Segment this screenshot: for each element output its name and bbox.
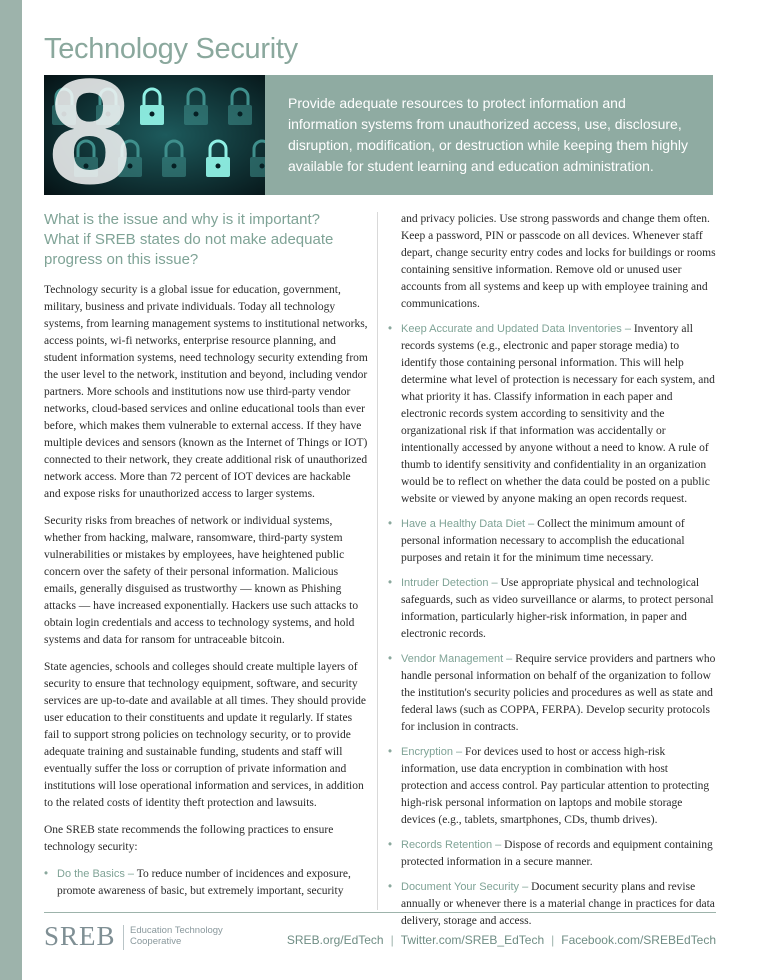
practice-text: For devices used to host or access high-risk information, use data encryption in combination with host protection and access control. Pay particular attention to protecting high-risk personal information on laptops and mobile storage devices (e.g., tablets, smartphones, CDs, thumb drives). [401, 746, 710, 826]
practice-lead: Encryption – [401, 746, 463, 758]
practice-lead: Records Retention – [401, 839, 502, 851]
padlock-keyhole [216, 164, 221, 169]
paragraph: One SREB state recommends the following practices to ensure technology security: [44, 824, 334, 853]
practice-text: Inventory all records systems (e.g., electronic and paper storage media) to identify those containing personal information. This will help determine what level of protection is necessary for each system, and what priority it has. Classify information in each paper and electronic records system according to sensitivity and the organizational risk if that information was accidentally or intentionally accessed by anyone without a need to know. A rule of thumb to identify sensitivity and confidentiality in an organization would be to reflect on whether the data could be posted on a public website or viewed by anyone making an open records request. [401, 323, 715, 505]
bullet-icon: • [388, 323, 393, 335]
padlock-keyhole [238, 112, 243, 117]
logo-divider [123, 925, 124, 950]
padlock-keyhole [260, 164, 265, 169]
bullet-icon: • [388, 653, 393, 665]
footer-links [287, 933, 716, 947]
padlock-photo [44, 75, 265, 195]
paragraph: State agencies, schools and colleges should create multiple layers of security to ensure that technology equipment, software, and security services are up-to-date and available at all times. They should provide user education to their constituents and update it regularly. If states fail to support strong policies on technology security, or to provide adequate training and sustainable funding, students and staff will eventually suffer the loss or corruption of private information and institutions will lose operational information and services, in addition to the related costs of identity theft protection and lawsuits. [44, 661, 366, 809]
footer-rule [44, 912, 716, 913]
padlock-grid-image [44, 75, 265, 195]
practice-list [44, 866, 369, 900]
practice-text: Document security plans and revise annually or whenever there is a material change in practices for data delivery, storage and access. [401, 881, 715, 927]
practice-lead: Do the Basics – [57, 868, 135, 880]
practice-lead: Intruder Detection – [401, 577, 498, 589]
logo-subtitle-line2: Cooperative [130, 936, 182, 947]
footer-separator: | [390, 933, 394, 947]
bullet-icon: • [44, 868, 49, 880]
bullet-icon: • [388, 839, 393, 851]
practice-text: To reduce number of incidences and exposure, promote awareness of basic, but extremely important, security [57, 868, 351, 897]
logo-subtitle [130, 925, 223, 947]
section-number: 8 [48, 75, 132, 195]
practice-list [388, 321, 716, 930]
practice-text: Use appropriate physical and technological safeguards, such as video surveillance or alarms, to protect personal information, particularly higher-risk information, in paper and electronic records. [401, 577, 714, 640]
issue-heading [44, 210, 369, 270]
practice-text: Require service providers and partners who handle personal information on behalf of the organization to follow the institution's security policies and procedures as well as state and federal laws (such as COPPA, FERPA). Develop security protocols for inclusion in contracts. [401, 653, 716, 733]
side-accent-bar [0, 0, 22, 980]
right-column [388, 211, 716, 938]
practice-item [44, 866, 369, 900]
column-divider [377, 212, 378, 910]
logo-subtitle-line1: Education Technology [130, 925, 223, 936]
page-title: Technology Security [44, 33, 298, 65]
sreb-logo: SREB [44, 921, 116, 951]
practice-item [388, 744, 716, 829]
padlock-keyhole [150, 112, 155, 117]
bullet-icon: • [388, 518, 393, 530]
issue-heading-line1: What is the issue and why is it important? [44, 211, 320, 228]
footer-link-twitter[interactable]: Twitter.com/SREB_EdTech [400, 933, 545, 947]
practice-item [388, 575, 716, 643]
left-column [44, 210, 369, 908]
practice-lead: Have a Healthy Data Diet – [401, 518, 535, 530]
practice-item [388, 651, 716, 736]
footer-separator: | [551, 933, 555, 947]
practice-lead: Vendor Management – [401, 653, 513, 665]
footer-link-facebook[interactable]: Facebook.com/SREBEdTech [561, 933, 716, 947]
padlock-keyhole [172, 164, 177, 169]
practice-lead: Document Your Security – [401, 881, 529, 893]
practice-text: Collect the minimum amount of personal information necessary to accomplish the educational purposes and retain it for the minimum time necessary. [401, 518, 685, 564]
bullet-icon: • [388, 881, 393, 893]
practice-text: Dispose of records and equipment containing protected information in a secure manner. [401, 839, 713, 868]
practice-lead: Keep Accurate and Updated Data Inventories – [401, 323, 631, 335]
practice-item [388, 837, 716, 871]
practice-continuation: and privacy policies. Use strong passwords and change them often. Keep a password, PIN or passcode on all devices. Whenever staff depart, change security entry codes and locks for buildings or rooms containing sensitive information. Remove old or unused user accounts from all systems and keep up with employee training and communications. [401, 213, 716, 310]
footer-link-website[interactable]: SREB.org/EdTech [286, 933, 384, 947]
practice-item [388, 321, 716, 508]
goal-statement: Provide adequate resources to protect information and information systems from unauthorized access, use, disclosure, disruption, modification, or destruction while keeping them highly available for student learning and education administration. [288, 95, 688, 174]
bullet-icon: • [388, 577, 393, 589]
paragraph: Security risks from breaches of network or individual systems, whether from hacking, malware, ransomware, third-party system vulnerabilities or mistakes by employees, have heightened public concern over the safety of their personal information. Malicious emails, generally disguised as trustworthy — known as Phishing attacks — have increased exponentially. Hackers use such attacks to obtain login credentials and access to technology systems, and hold systems and data for ransom for untraceable bitcoin. [44, 515, 359, 646]
practice-item [388, 879, 716, 930]
padlock-keyhole [194, 112, 199, 117]
bullet-icon: • [388, 746, 393, 758]
practice-item [388, 516, 716, 567]
issue-heading-line2: What if SREB states do not make adequate progress on this issue? [44, 231, 334, 268]
paragraph: Technology security is a global issue for education, government, military, business and private individuals. Today all technology systems, from learning management systems to institutional networks, access points, wi-fi networks, enterprise resource planning, and student information systems, need technology security extending from the user level to the network, institution and beyond, including vendor partners. More schools and institutions now use third-party vendor networks, cloud-based services and online educational tools than ever before, which makes them vulnerable to external access. If they have multiple devices and sensors (known as the Internet of Things or IOT) connected to their network, they create additional risk of unauthorized network access. More than 72 percent of IOT devices are hackable and expose risks for unauthorized access to larger systems. [44, 284, 368, 500]
